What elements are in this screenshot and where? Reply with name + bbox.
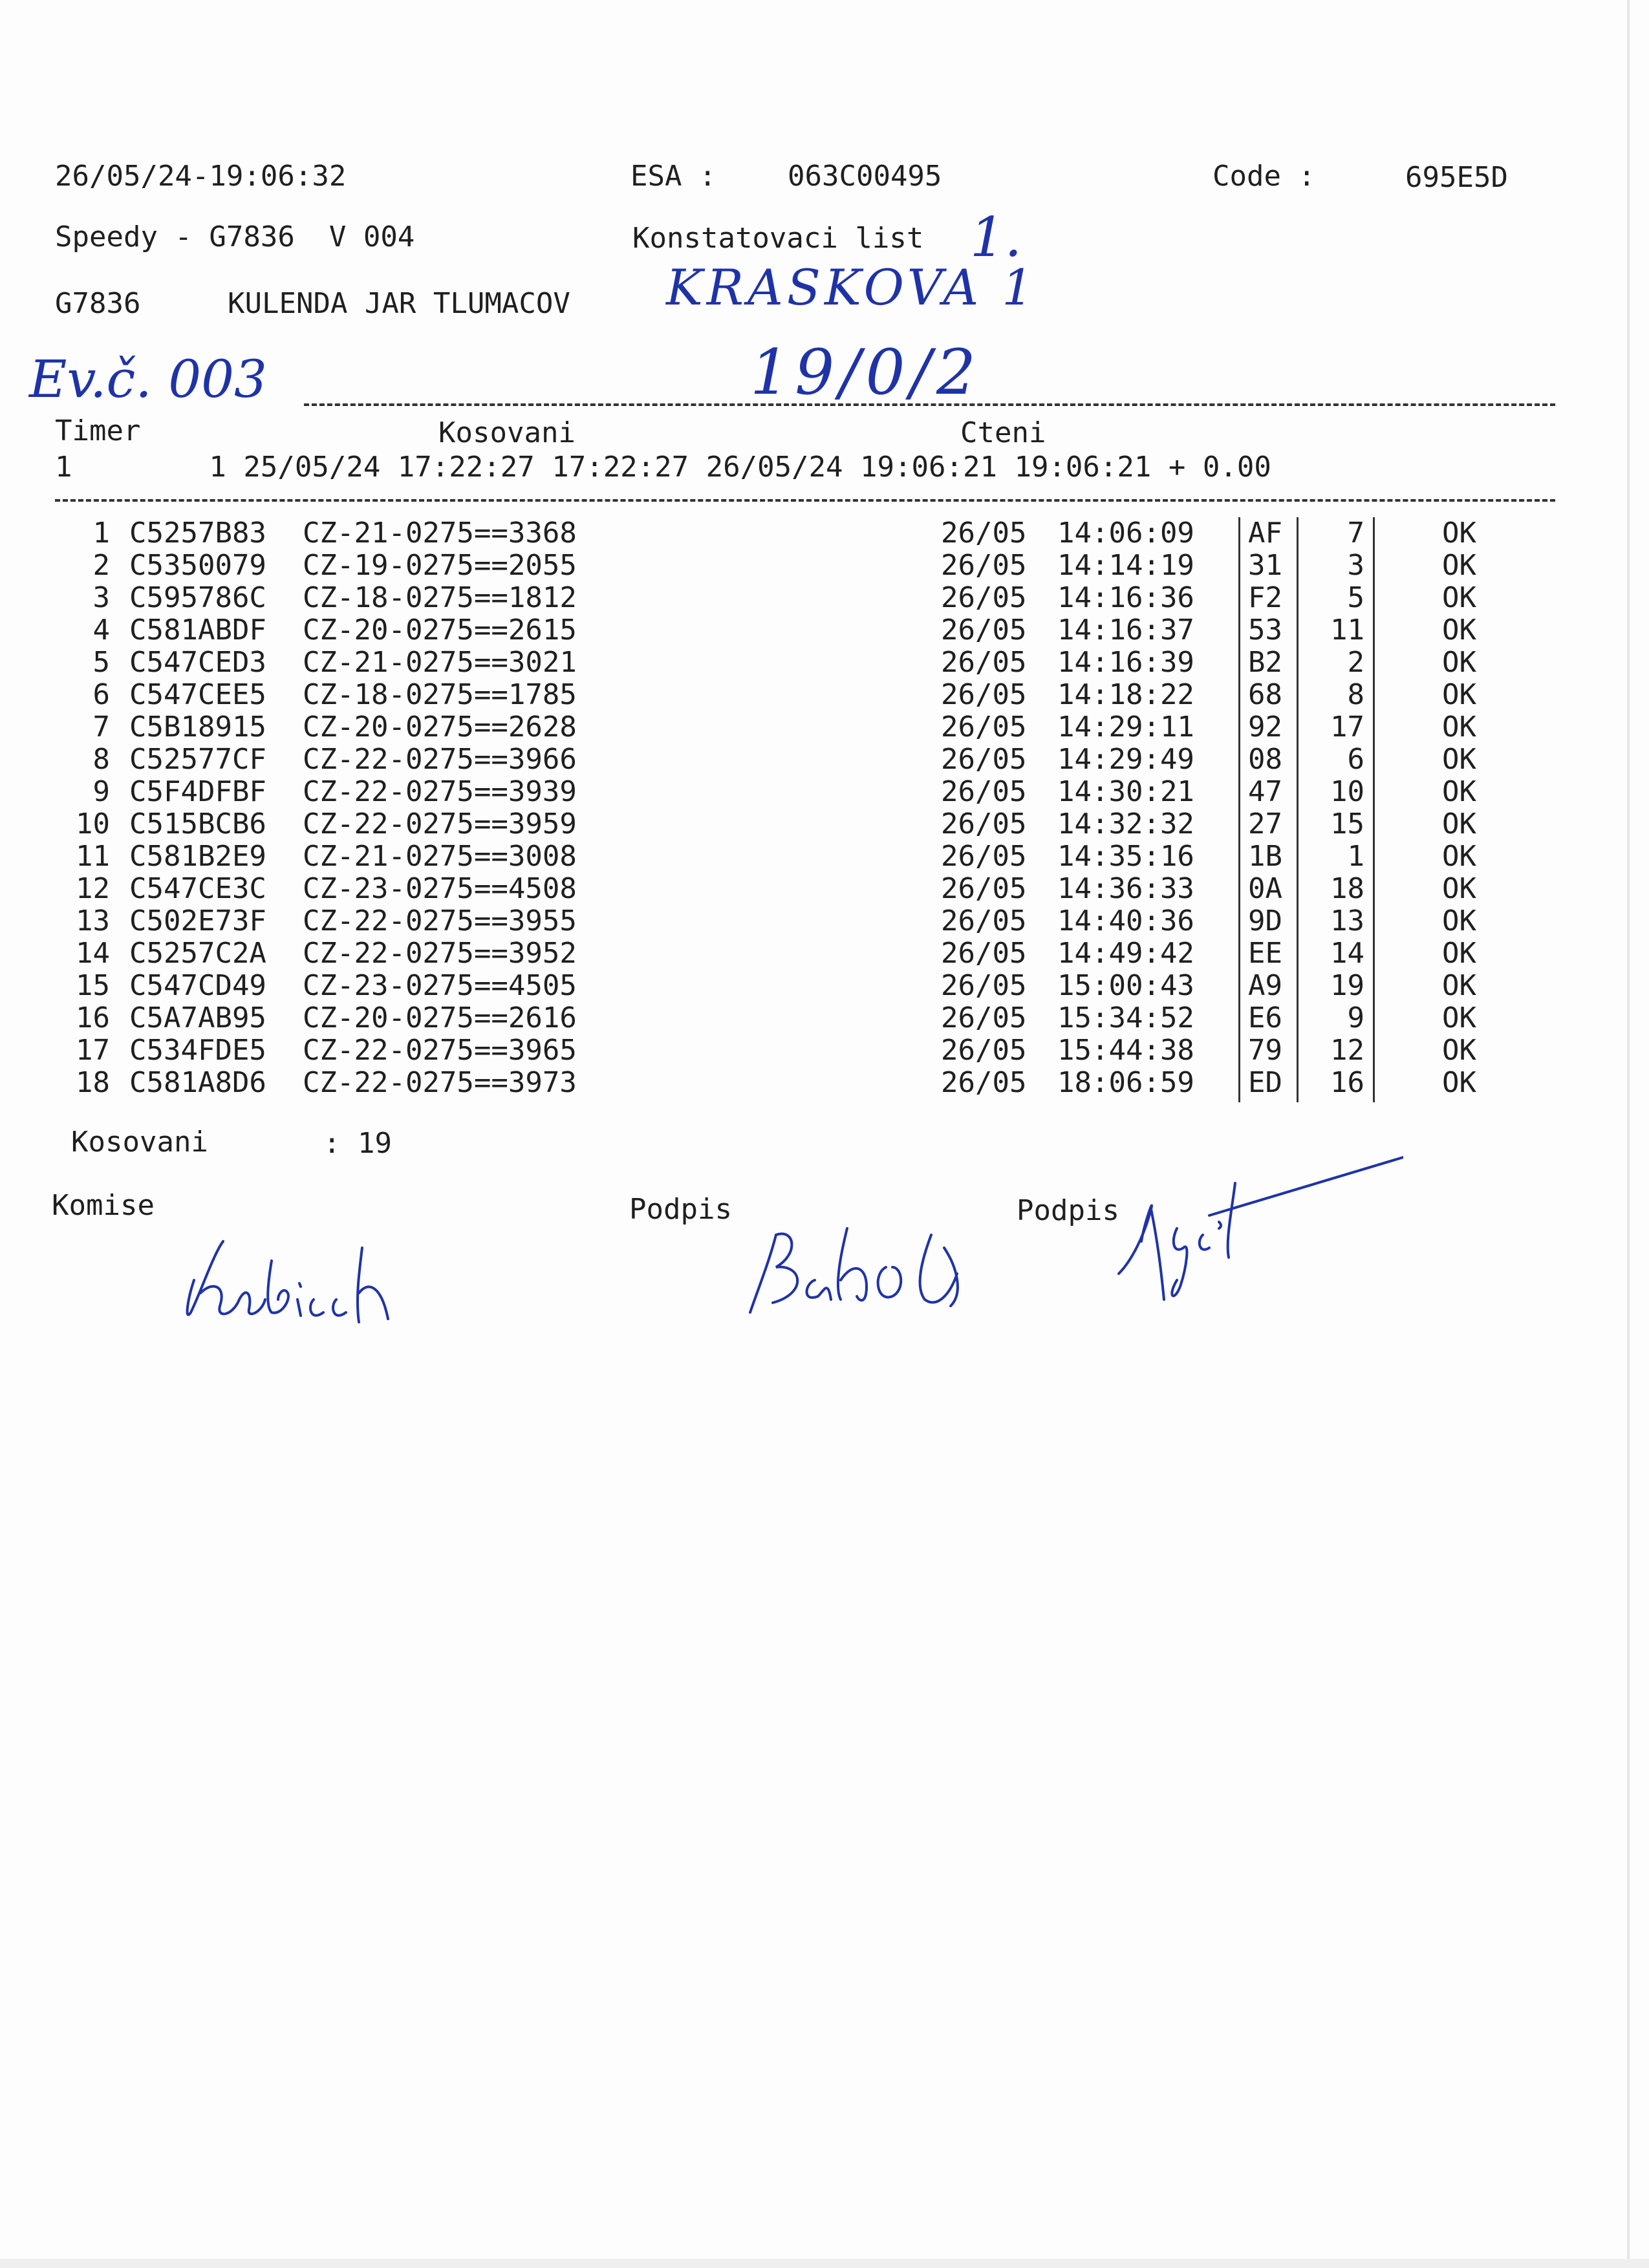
status-ok: OK — [1442, 678, 1476, 711]
arrival-code: A9 — [1248, 969, 1282, 1002]
ring-id: CZ-22-0275==3973 — [303, 1066, 577, 1099]
chip-id: C581A8D6 — [129, 1066, 266, 1099]
sheet-title: Konstatovaci list — [632, 222, 924, 255]
arrival-date: 26/05 — [941, 549, 1027, 582]
podpis-label-2: Podpis — [1017, 1194, 1119, 1227]
table-row — [0, 517, 1649, 550]
arrival-order: 15 — [1330, 808, 1364, 840]
podpis-signature-1 — [737, 1183, 1035, 1325]
row-number: 10 — [76, 808, 110, 840]
ring-id: CZ-23-0275==4508 — [303, 872, 577, 905]
code-label: Code : — [1212, 160, 1315, 193]
esa-label: ESA : — [630, 160, 717, 193]
table-row — [0, 970, 1649, 1002]
status-ok: OK — [1442, 937, 1476, 970]
row-number: 12 — [76, 872, 110, 905]
status-ok: OK — [1442, 840, 1476, 873]
arrival-code: 08 — [1248, 743, 1282, 776]
arrival-code: 68 — [1248, 678, 1282, 711]
arrival-code: 27 — [1248, 808, 1282, 840]
arrival-date: 26/05 — [941, 711, 1027, 744]
chip-id: C547CED3 — [129, 646, 266, 679]
handwritten-count: 19/0/2 — [750, 336, 981, 409]
arrival-code: 79 — [1248, 1034, 1282, 1067]
arrival-time: 15:44:38 — [1057, 1034, 1194, 1067]
arrival-code: AF — [1248, 517, 1282, 550]
arrival-date: 26/05 — [941, 775, 1027, 808]
table-row — [0, 840, 1649, 873]
arrival-order: 18 — [1330, 872, 1364, 905]
owner-name: KULENDA JAR TLUMACOV — [228, 287, 570, 320]
timer-line: 1 1 25/05/24 17:22:27 17:22:27 26/05/24 19:06:21 19:06:21 + 0.00 — [55, 451, 1271, 484]
table-row — [0, 550, 1649, 582]
arrival-code: 0A — [1248, 872, 1282, 905]
chip-id: C5257C2A — [129, 937, 266, 970]
table-row — [0, 1002, 1649, 1034]
ring-id: CZ-20-0275==2616 — [303, 1001, 577, 1034]
handwritten-reg-number: Ev.č. 003 — [29, 349, 267, 409]
arrival-date: 26/05 — [941, 808, 1027, 840]
chip-id: C581ABDF — [129, 614, 266, 647]
status-ok: OK — [1442, 775, 1476, 808]
row-number: 1 — [92, 517, 110, 550]
table-row — [0, 808, 1649, 840]
arrival-order: 1 — [1347, 840, 1364, 873]
arrival-time: 14:14:19 — [1057, 549, 1194, 582]
table-row — [0, 744, 1649, 776]
status-ok: OK — [1442, 711, 1476, 744]
table-row — [0, 711, 1649, 744]
ring-id: CZ-22-0275==3952 — [303, 937, 577, 970]
status-ok: OK — [1442, 904, 1476, 937]
arrival-time: 15:00:43 — [1057, 969, 1194, 1002]
table-row — [0, 873, 1649, 905]
arrival-time: 14:49:42 — [1057, 937, 1194, 970]
arrival-date: 26/05 — [941, 614, 1027, 647]
ring-id: CZ-22-0275==3955 — [303, 904, 577, 937]
status-ok: OK — [1442, 646, 1476, 679]
arrival-date: 26/05 — [941, 969, 1027, 1002]
row-number: 7 — [92, 711, 110, 744]
arrival-code: EE — [1248, 937, 1282, 970]
table-row — [0, 647, 1649, 679]
arrival-order: 3 — [1347, 549, 1364, 582]
row-number: 2 — [92, 549, 110, 582]
chip-id: C52577CF — [129, 743, 266, 776]
table-row — [0, 937, 1649, 970]
separator-top — [304, 403, 1555, 406]
arrival-code: 92 — [1248, 711, 1282, 744]
header-datetime: 26/05/24-19:06:32 — [55, 160, 347, 193]
ring-id: CZ-21-0275==3021 — [303, 646, 577, 679]
arrival-code: F2 — [1248, 581, 1282, 614]
kosovani-summary-label: Kosovani — [71, 1126, 208, 1159]
ring-id: CZ-22-0275==3939 — [303, 775, 577, 808]
ring-id: CZ-18-0275==1785 — [303, 678, 577, 711]
arrival-time: 14:32:32 — [1057, 808, 1194, 840]
row-number: 18 — [76, 1066, 110, 1099]
arrival-date: 26/05 — [941, 872, 1027, 905]
ring-id: CZ-20-0275==2628 — [303, 711, 577, 744]
chip-id: C595786C — [129, 581, 266, 614]
table-row — [0, 1067, 1649, 1099]
kosovani-summary-value: : 19 — [323, 1127, 392, 1160]
chip-id: C581B2E9 — [129, 840, 266, 873]
chip-id: C534FDE5 — [129, 1034, 266, 1067]
row-number: 15 — [76, 969, 110, 1002]
ring-id: CZ-22-0275==3966 — [303, 743, 577, 776]
status-ok: OK — [1442, 1066, 1476, 1099]
arrival-time: 14:29:49 — [1057, 743, 1194, 776]
ring-id: CZ-19-0275==2055 — [303, 549, 577, 582]
arrival-time: 14:16:39 — [1057, 646, 1194, 679]
arrival-order: 10 — [1330, 775, 1364, 808]
handwritten-sheet-number: 1. — [970, 206, 1022, 269]
arrival-order: 16 — [1330, 1066, 1364, 1099]
arrival-time: 14:16:36 — [1057, 581, 1194, 614]
podpis-signature-2 — [1106, 1144, 1403, 1312]
arrival-order: 7 — [1347, 517, 1364, 550]
row-number: 5 — [92, 646, 110, 679]
ring-id: CZ-23-0275==4505 — [303, 969, 577, 1002]
table-row — [0, 1034, 1649, 1067]
ring-id: CZ-21-0275==3368 — [303, 517, 577, 550]
row-number: 8 — [92, 743, 110, 776]
owner-id: G7836 — [55, 287, 141, 320]
ring-id: CZ-18-0275==1812 — [303, 581, 577, 614]
chip-id: C5257B83 — [129, 517, 266, 550]
row-number: 14 — [76, 937, 110, 970]
ring-id: CZ-22-0275==3959 — [303, 808, 577, 840]
arrival-date: 26/05 — [941, 1066, 1027, 1099]
komise-label: Komise — [52, 1189, 155, 1222]
arrival-order: 5 — [1347, 581, 1364, 614]
arrival-date: 26/05 — [941, 517, 1027, 550]
esa-value: 063C00495 — [788, 160, 942, 193]
scan-edge-bottom — [0, 2259, 1649, 2268]
ring-id: CZ-21-0275==3008 — [303, 840, 577, 873]
separator-table — [55, 499, 1555, 502]
chip-id: C5B18915 — [129, 711, 266, 744]
arrival-time: 14:16:37 — [1057, 614, 1194, 647]
row-number: 4 — [92, 614, 110, 647]
arrival-code: B2 — [1248, 646, 1282, 679]
arrival-order: 8 — [1347, 678, 1364, 711]
arrival-date: 26/05 — [941, 743, 1027, 776]
arrival-order: 14 — [1330, 937, 1364, 970]
arrival-time: 18:06:59 — [1057, 1066, 1194, 1099]
podpis-label-1: Podpis — [629, 1193, 732, 1226]
row-number: 3 — [92, 581, 110, 614]
table-row — [0, 582, 1649, 614]
timer-label: Timer — [55, 414, 141, 447]
status-ok: OK — [1442, 872, 1476, 905]
cteni-header: Cteni — [960, 416, 1046, 449]
arrival-time: 14:06:09 — [1057, 517, 1194, 550]
status-ok: OK — [1442, 581, 1476, 614]
arrival-time: 14:29:11 — [1057, 711, 1194, 744]
arrival-order: 6 — [1347, 743, 1364, 776]
arrival-date: 26/05 — [941, 904, 1027, 937]
device-line: Speedy - G7836 V 004 — [55, 220, 415, 253]
arrival-order: 12 — [1330, 1034, 1364, 1067]
arrival-date: 26/05 — [941, 678, 1027, 711]
status-ok: OK — [1442, 808, 1476, 840]
arrival-code: 31 — [1248, 549, 1282, 582]
arrival-date: 26/05 — [941, 581, 1027, 614]
chip-id: C515BCB6 — [129, 808, 266, 840]
chip-id: C502E73F — [129, 904, 266, 937]
chip-id: C547CE3C — [129, 872, 266, 905]
handwritten-loft: KRASKOVA 1 — [666, 259, 1037, 316]
arrival-order: 19 — [1330, 969, 1364, 1002]
arrival-time: 14:18:22 — [1057, 678, 1194, 711]
chip-id: C5A7AB95 — [129, 1001, 266, 1034]
arrival-order: 2 — [1347, 646, 1364, 679]
arrival-code: 9D — [1248, 904, 1282, 937]
kosovani-header: Kosovani — [438, 416, 576, 449]
arrival-code: 1B — [1248, 840, 1282, 873]
arrival-time: 14:30:21 — [1057, 775, 1194, 808]
arrival-code: 53 — [1248, 614, 1282, 647]
arrival-order: 11 — [1330, 614, 1364, 647]
ring-id: CZ-22-0275==3965 — [303, 1034, 577, 1067]
table-row — [0, 679, 1649, 711]
status-ok: OK — [1442, 743, 1476, 776]
chip-id: C547CEE5 — [129, 678, 266, 711]
arrival-date: 26/05 — [941, 1034, 1027, 1067]
arrival-code: E6 — [1248, 1001, 1282, 1034]
row-number: 17 — [76, 1034, 110, 1067]
arrival-date: 26/05 — [941, 937, 1027, 970]
ring-id: CZ-20-0275==2615 — [303, 614, 577, 647]
arrival-order: 17 — [1330, 711, 1364, 744]
arrival-order: 9 — [1347, 1001, 1364, 1034]
table-row — [0, 776, 1649, 808]
arrival-time: 15:34:52 — [1057, 1001, 1194, 1034]
status-ok: OK — [1442, 614, 1476, 647]
status-ok: OK — [1442, 969, 1476, 1002]
arrival-date: 26/05 — [941, 840, 1027, 873]
arrival-code: 47 — [1248, 775, 1282, 808]
chip-id: C5F4DFBF — [129, 775, 266, 808]
arrival-time: 14:35:16 — [1057, 840, 1194, 873]
arrival-date: 26/05 — [941, 1001, 1027, 1034]
row-number: 11 — [76, 840, 110, 873]
arrival-time: 14:36:33 — [1057, 872, 1194, 905]
row-number: 13 — [76, 904, 110, 937]
arrival-date: 26/05 — [941, 646, 1027, 679]
status-ok: OK — [1442, 1034, 1476, 1067]
row-number: 6 — [92, 678, 110, 711]
code-value: 695E5D — [1405, 161, 1508, 194]
chip-id: C547CD49 — [129, 969, 266, 1002]
arrival-time: 14:40:36 — [1057, 904, 1194, 937]
chip-id: C5350079 — [129, 549, 266, 582]
status-ok: OK — [1442, 517, 1476, 550]
scan-edge-right — [1627, 0, 1630, 2268]
table-row — [0, 614, 1649, 647]
row-number: 9 — [92, 775, 110, 808]
arrival-order: 13 — [1330, 904, 1364, 937]
komise-signature — [175, 1203, 420, 1332]
status-ok: OK — [1442, 1001, 1476, 1034]
arrival-code: ED — [1248, 1066, 1282, 1099]
row-number: 16 — [76, 1001, 110, 1034]
table-row — [0, 905, 1649, 937]
status-ok: OK — [1442, 549, 1476, 582]
